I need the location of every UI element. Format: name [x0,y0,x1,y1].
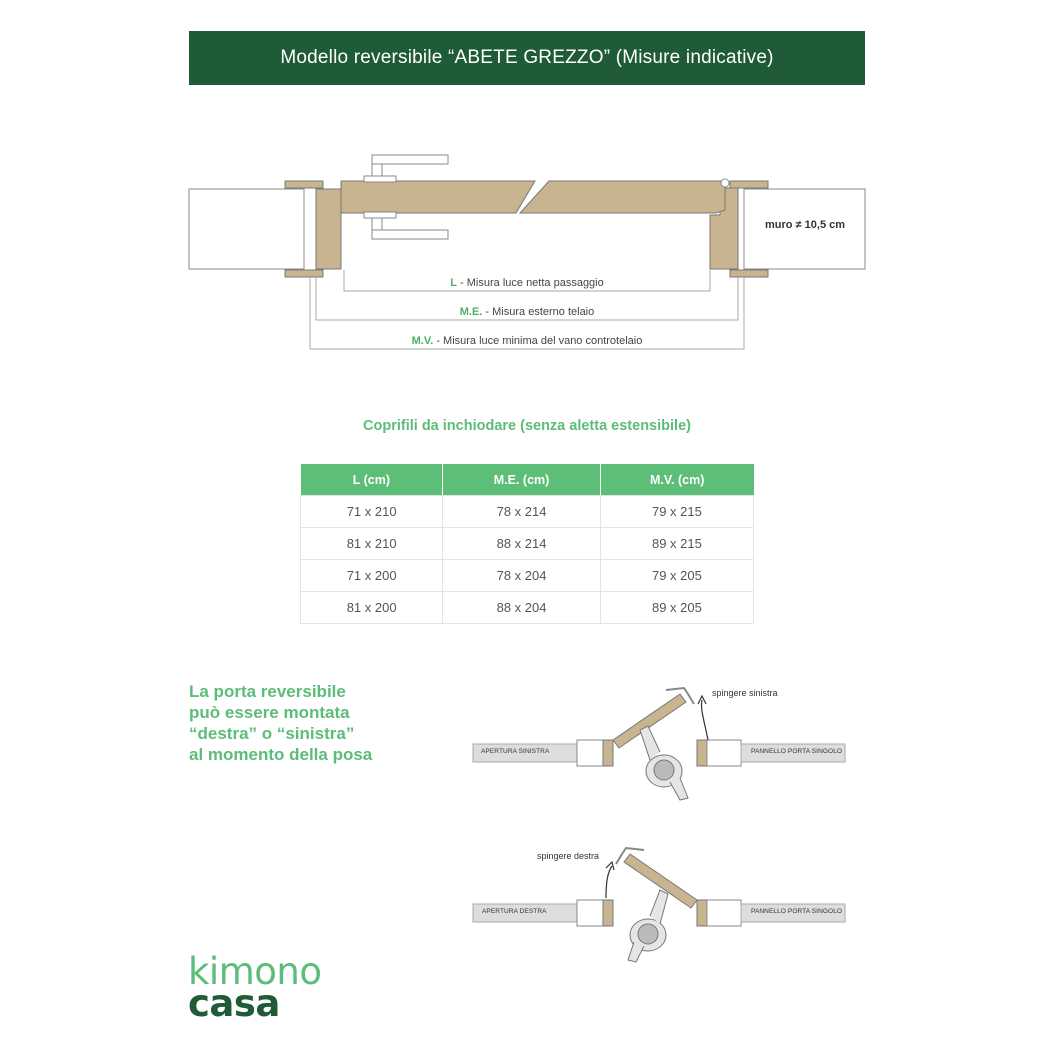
opening-right-label: APERTURA DESTRA [482,908,547,915]
table-cell: 78 x 204 [443,560,601,592]
left-jamb [316,189,341,269]
reversible-description: La porta reversibile può essere montata “destra” o “sinistra” al momento della posa [189,682,373,764]
door-leaf-left [341,181,535,213]
table-header-cell: L (cm) [301,464,443,496]
table-row [301,560,754,592]
right-trim-top [730,181,768,188]
table-cell: 89 x 215 [600,528,753,560]
push-right-label: spingere destra [537,851,600,861]
kimono-casa-logo: kimono casa [188,950,322,1025]
table-header-cell: M.V. (cm) [600,464,753,496]
left-opening-diagram [473,688,845,800]
table-row [301,592,754,624]
table-cell: 88 x 204 [443,592,601,624]
table-header-cell: M.E. (cm) [443,464,601,496]
table-cell: 78 x 214 [443,496,601,528]
left-trim-bottom [285,270,323,277]
dimension-label-me: M.E. - Misura esterno telaio [459,306,595,318]
dimension-label-l: L - Misura luce netta passaggio [450,277,604,289]
panel-label-right: PANNELLO PORTA SINGOLO [751,908,843,915]
opening-left-label: APERTURA SINISTRA [481,748,550,755]
right-trim-bottom [730,270,768,277]
right-opening-diagram [473,848,845,962]
table-cell: 81 x 210 [301,528,443,560]
left-wall [189,189,304,269]
table-cell: 89 x 205 [600,592,753,624]
door-leaf-right [520,181,725,213]
table-cell: 71 x 200 [301,560,443,592]
table-cell: 88 x 214 [443,528,601,560]
table-row [301,496,754,528]
hinge-icon [721,179,729,187]
dimension-label-mv: M.V. - Misura luce minima del vano controtelaio [411,335,643,347]
table-title: Coprifili da inchiodare (senza aletta estensibile) [363,418,691,434]
header-title: Modello reversibile “ABETE GREZZO” (Misure indicative) [280,47,774,68]
panel-label-left: PANNELLO PORTA SINGOLO [751,748,843,755]
sizes-table [300,464,754,624]
push-left-label: spingere sinistra [712,688,778,698]
table-cell: 81 x 200 [301,592,443,624]
left-trim-top [285,181,323,188]
wall-thickness-label: muro ≠ 10,5 cm [765,219,846,231]
table-header-row [301,464,754,496]
table-row [301,528,754,560]
table-cell: 71 x 210 [301,496,443,528]
table-cell: 79 x 205 [600,560,753,592]
table-cell: 79 x 215 [600,496,753,528]
